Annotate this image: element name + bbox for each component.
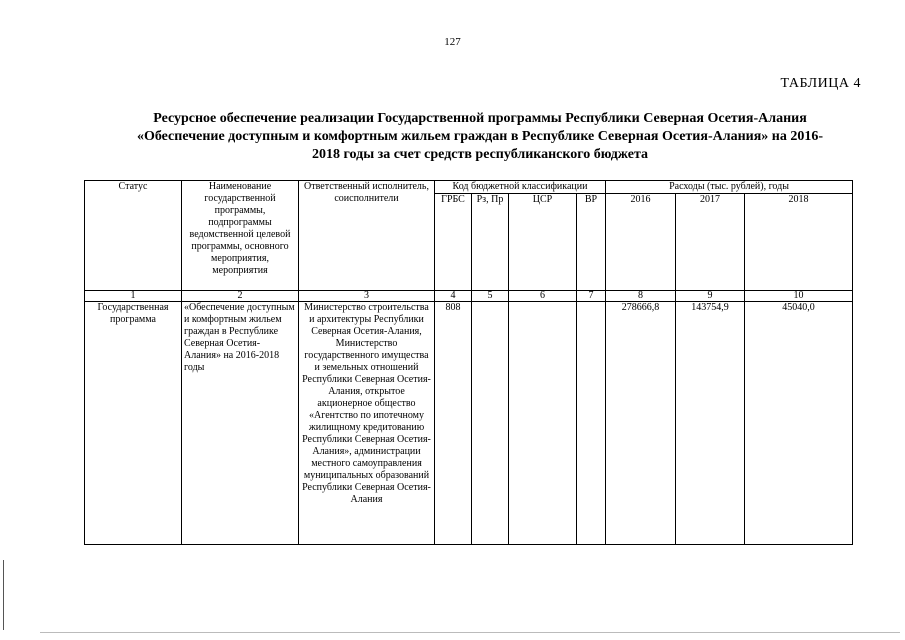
column-number: 6	[509, 291, 577, 302]
page-number: 127	[444, 36, 461, 48]
header-expenses: Расходы (тыс. рублей), годы	[606, 181, 853, 194]
header-name: Наименование государственной программы, подпрограммы ведомственной целевой программы, основного мероприятия, мероприятия	[182, 181, 299, 291]
header-budget-code: Код бюджетной классификации	[435, 181, 606, 194]
row-vr	[577, 302, 606, 545]
column-number: 8	[606, 291, 676, 302]
header-year-2017: 2017	[676, 194, 745, 291]
resource-table	[84, 180, 853, 545]
scan-artifact-line	[3, 560, 4, 630]
table-label: ТАБЛИЦА 4	[780, 76, 861, 91]
column-number: 2	[182, 291, 299, 302]
column-number-row	[85, 291, 853, 302]
title-line-1: Ресурсное обеспечение реализации Государственной программы Республики Северная Осетия-Алания	[153, 111, 807, 126]
table-row	[85, 302, 853, 545]
row-expense-2018: 45040,0	[745, 302, 853, 545]
column-number: 9	[676, 291, 745, 302]
row-grbs: 808	[435, 302, 472, 545]
title-line-2: «Обеспечение доступным и комфортным жильем граждан в Республике Северная Осетия-Алания» на 2016-	[136, 129, 824, 144]
row-responsible: Министерство строительства и архитектуры Республики Северная Осетия-Алания, Министерство государственного имущества и земельных отношений Республики Северная Осетия-Алания, открытое акционерное общество «Агентство по ипотечному жилищному кредитованию Республики Северная Осетия-Алания», администрации местного самоуправления муниципальных образований Республики Северная Осетия-Алания	[299, 302, 435, 545]
column-number: 3	[299, 291, 435, 302]
row-csr	[509, 302, 577, 545]
row-expense-2017: 143754,9	[676, 302, 745, 545]
row-program-name: «Обеспечение доступным и комфортным жильем граждан в Республике Северная Осетия-Алания» на 2016-2018 годы	[182, 302, 299, 545]
document-title	[95, 110, 865, 164]
header-csr: ЦСР	[509, 194, 577, 291]
column-number: 7	[577, 291, 606, 302]
header-year-2018: 2018	[745, 194, 853, 291]
header-vr: ВР	[577, 194, 606, 291]
row-expense-2016: 278666,8	[606, 302, 676, 545]
column-number: 5	[472, 291, 509, 302]
column-number: 1	[85, 291, 182, 302]
title-line-3: 2018 годы за счет средств республиканского бюджета	[312, 147, 648, 162]
header-status: Статус	[85, 181, 182, 291]
header-row-1	[85, 181, 853, 194]
column-number: 10	[745, 291, 853, 302]
column-number: 4	[435, 291, 472, 302]
row-status: Государственная программа	[85, 302, 182, 545]
scan-artifact-line	[40, 632, 900, 633]
header-year-2016: 2016	[606, 194, 676, 291]
header-responsible: Ответственный исполнитель, соисполнители	[299, 181, 435, 291]
row-rzpr	[472, 302, 509, 545]
header-grbs: ГРБС	[435, 194, 472, 291]
header-rzpr: Рз, Пр	[472, 194, 509, 291]
